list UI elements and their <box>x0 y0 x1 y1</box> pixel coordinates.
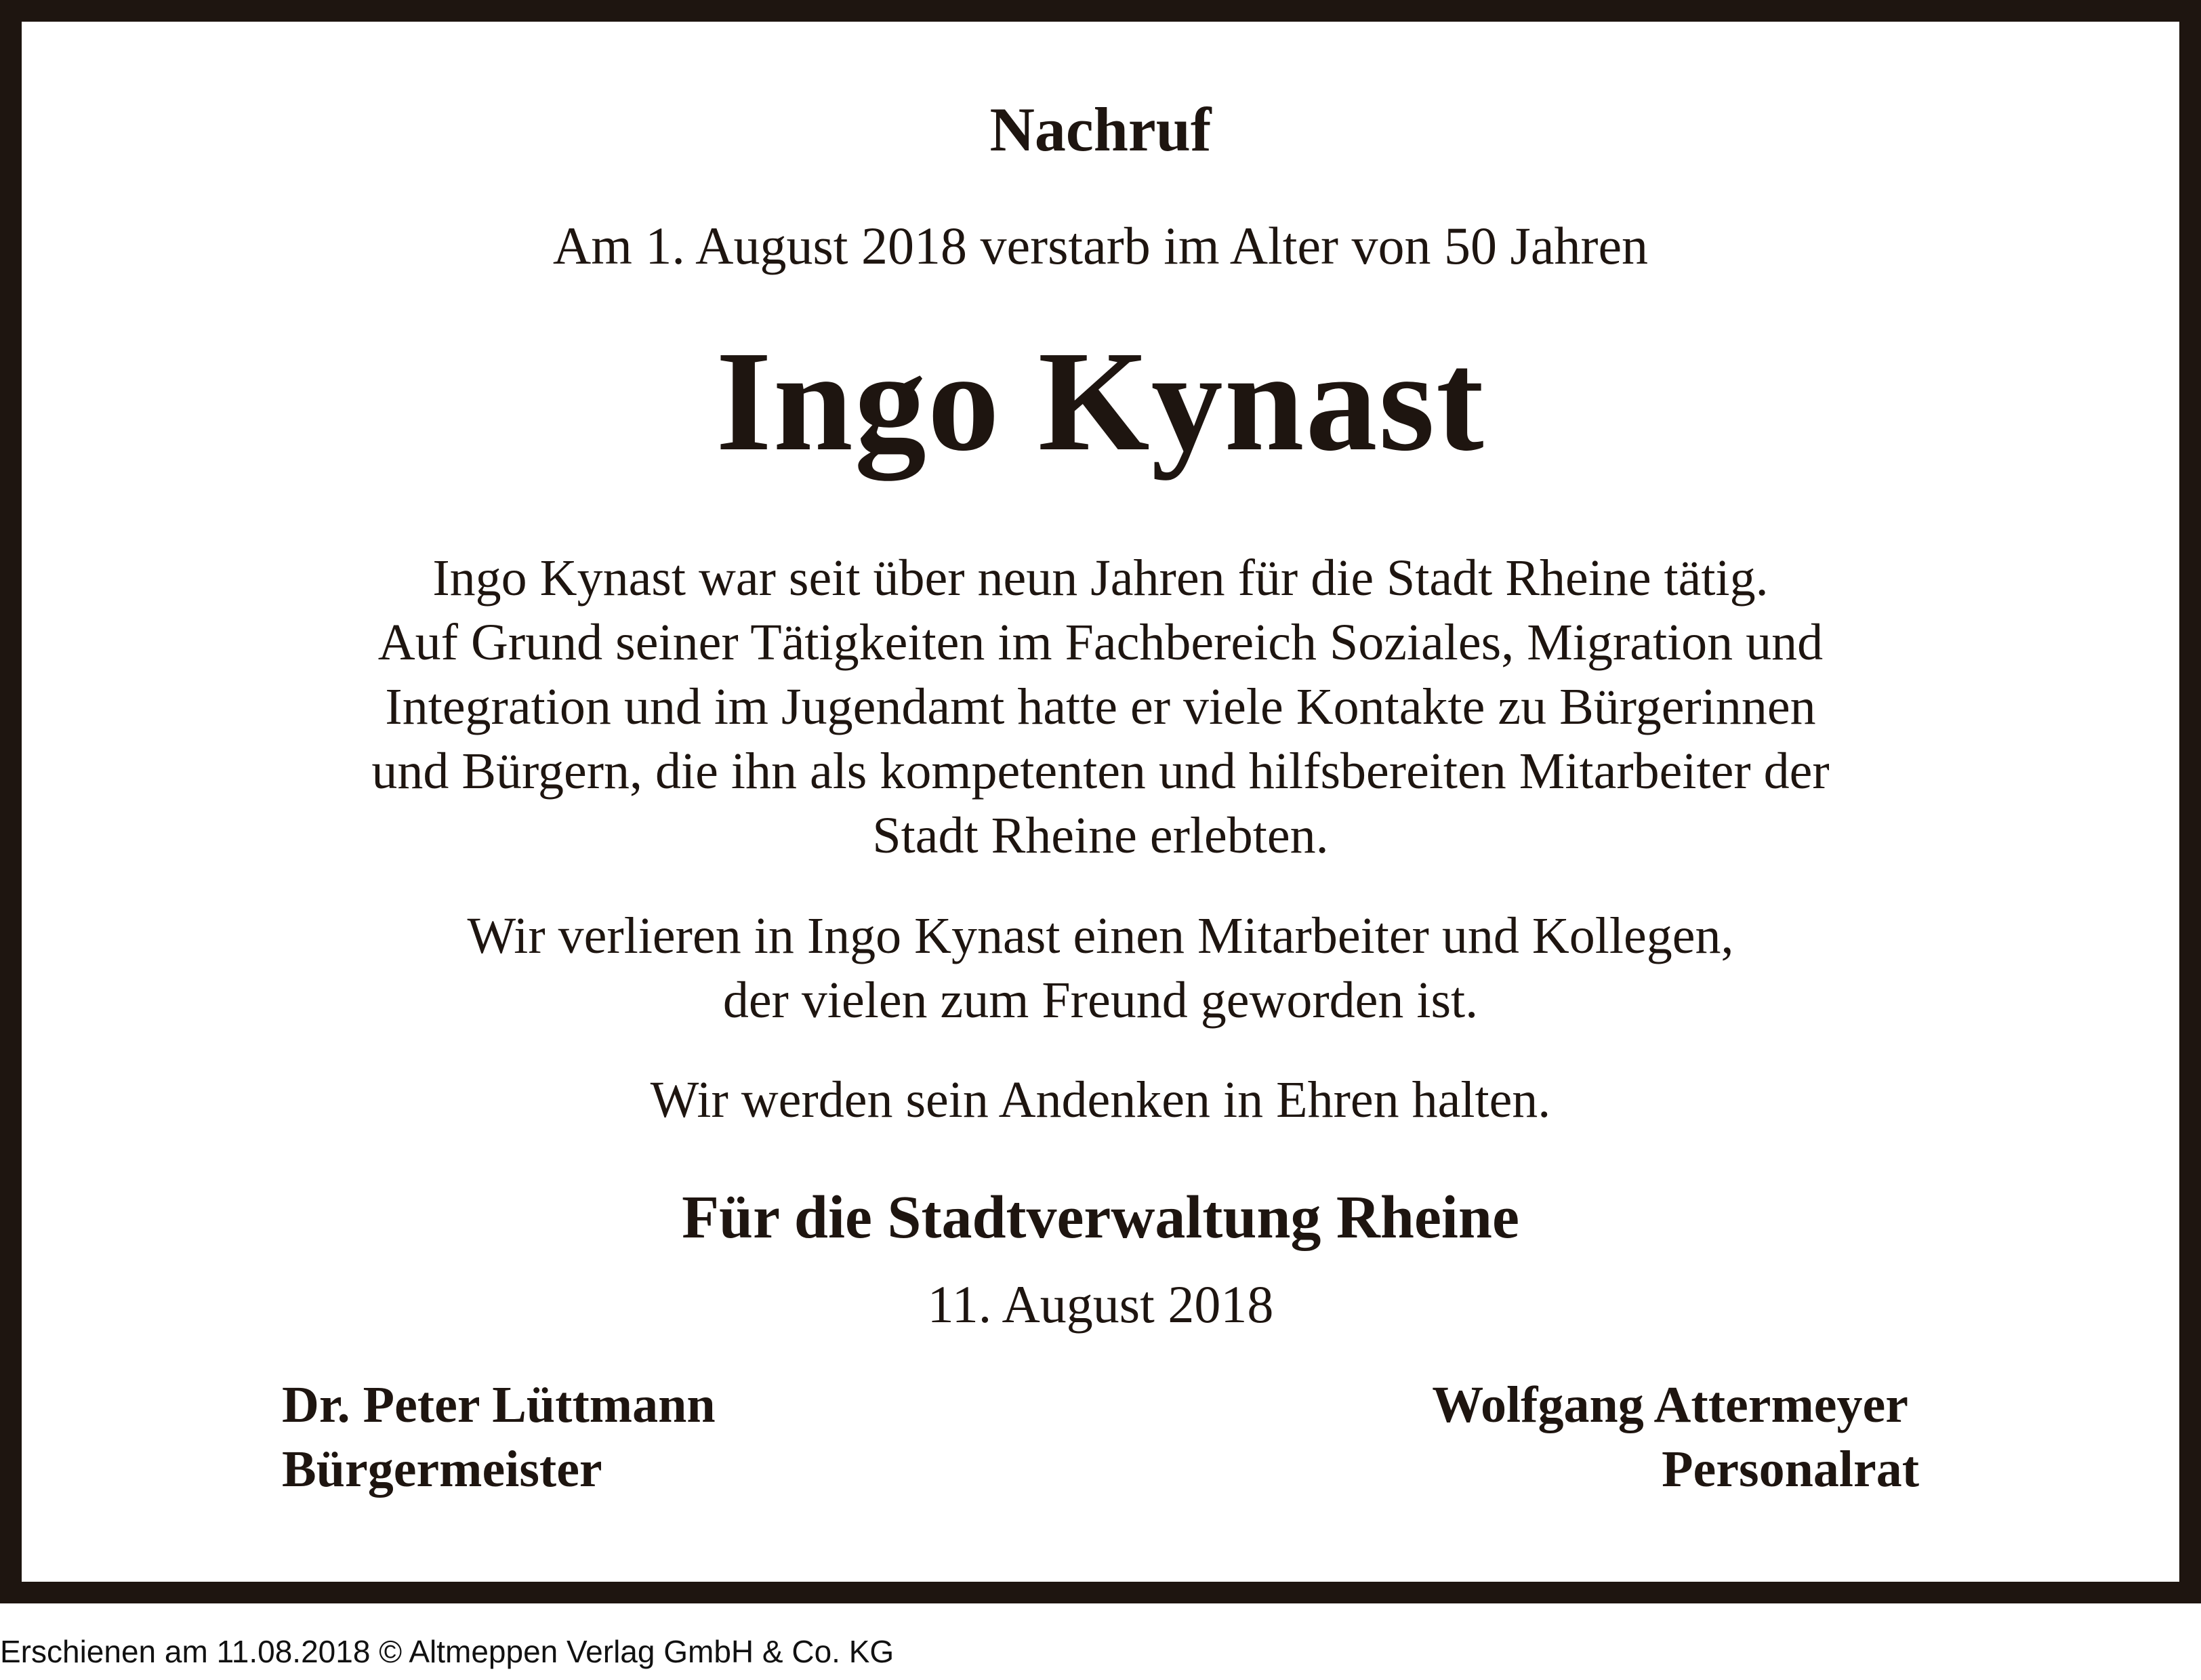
paragraph1-line: und Bürgern, die ihn als kompetenten und hilfsbereiten Mitarbeiter der <box>371 743 1830 800</box>
notice-heading: Nachruf <box>989 95 1212 164</box>
paragraph2-line: der vielen zum Freund geworden ist. <box>722 972 1479 1029</box>
notice-intro: Am 1. August 2018 verstarb im Alter von 50 Jahren <box>552 216 1649 275</box>
organization-line: Für die Stadtverwaltung Rheine <box>682 1184 1519 1251</box>
publication-footer: Erschienen am 11.08.2018 © Altmeppen Verlag GmbH & Co. KG <box>0 1634 894 1669</box>
closing-line: Wir werden sein Andenken in Ehren halten. <box>650 1071 1551 1128</box>
signatory-left-role: Bürgermeister <box>282 1441 602 1498</box>
paragraph1-line: Integration und im Jugendamt hatte er viele Kontakte zu Bürgerinnen <box>385 678 1816 735</box>
deceased-name: Ingo Kynast <box>716 321 1485 480</box>
signatory-right-name: Wolfgang Attermeyer <box>1432 1376 1908 1433</box>
notice-date: 11. August 2018 <box>927 1275 1274 1334</box>
signatory-left-name: Dr. Peter Lüttmann <box>282 1376 716 1433</box>
paragraph1-line: Stadt Rheine erlebten. <box>872 807 1329 864</box>
signatory-right-role: Personalrat <box>1662 1441 1919 1498</box>
paragraph2-line: Wir verlieren in Ingo Kynast einen Mitarbeiter und Kollegen, <box>467 907 1734 964</box>
paragraph1-line: Auf Grund seiner Tätigkeiten im Fachbereich Soziales, Migration und <box>377 614 1824 671</box>
paragraph1-line: Ingo Kynast war seit über neun Jahren für die Stadt Rheine tätig. <box>432 550 1769 607</box>
